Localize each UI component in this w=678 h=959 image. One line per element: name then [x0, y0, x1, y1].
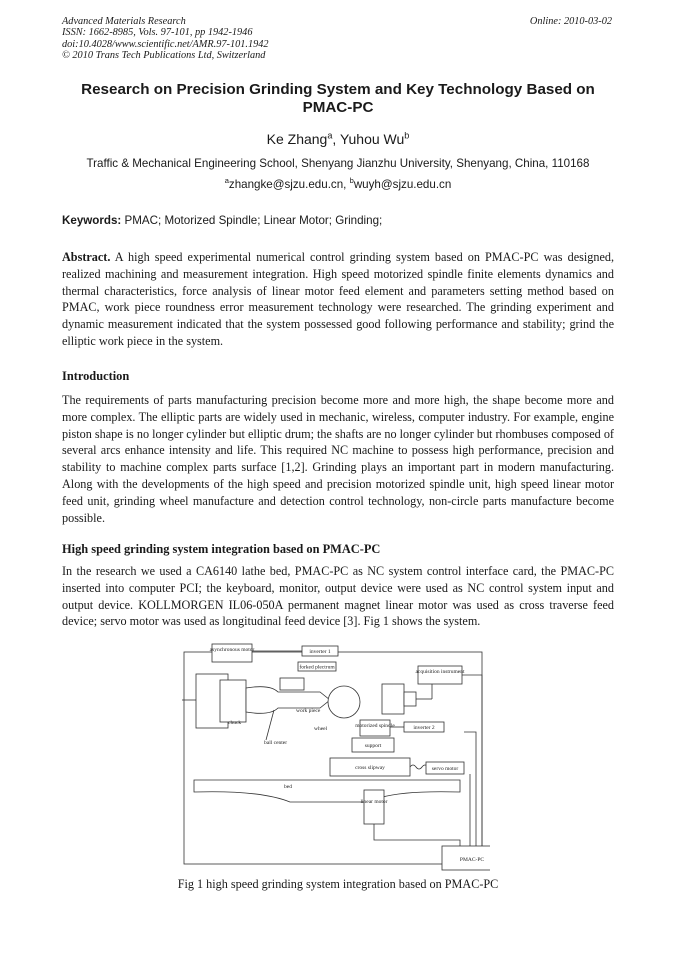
ball-center-label: ball center: [264, 740, 288, 746]
forked-plectrum-label: forked plectrum: [299, 664, 335, 671]
cross-slipway-label: cross slipway: [355, 765, 385, 771]
issn-line: ISSN: 1662-8985, Vols. 97-101, pp 1942-1946: [62, 27, 253, 39]
figure-caption: Fig 1 high speed grinding system integration based on PMAC-PC: [177, 877, 499, 891]
wheel-shape: [328, 686, 360, 718]
pmac-pc-label: PMAC-PC: [459, 857, 485, 863]
chuck-box: [220, 680, 246, 722]
wheel-label: wheel: [314, 726, 328, 732]
abstract-label: Abstract.: [62, 250, 111, 264]
email-address: zhangke@sjzu.edu.cn,: [228, 178, 350, 191]
author-line: [62, 131, 614, 147]
author-superscript: b: [404, 130, 410, 141]
linear-motor-box: [364, 790, 384, 824]
online-date: Online: 2010-03-02: [529, 16, 612, 27]
inverter2-label: inverter 2: [413, 725, 435, 731]
section-heading: High speed grinding system integration based on PMAC-PC: [62, 542, 381, 556]
support-label: support: [364, 743, 382, 749]
keywords-text: PMAC; Motorized Spindle; Linear Motor; Grinding;: [121, 214, 383, 227]
email-superscript: b: [349, 176, 354, 186]
author-separator: ,: [332, 131, 340, 147]
affiliation: Traffic & Mechanical Engineering School, Shenyang Jianzhu University, Shenyang, China, 110168: [86, 157, 590, 170]
author-superscript: a: [327, 130, 333, 141]
bed-shape: [194, 780, 460, 802]
acquisition-label: acquisition instrument: [415, 669, 465, 675]
author-name: Yuhou Wu: [339, 131, 405, 147]
section2-text: In the research we used a CA6140 lathe bed, PMAC-PC as NC system control interface card, the PMAC-PC inserted into computer PCI; the keyboard, monitor, output device were used as NC control system input and output device. KOLLMORGEN IL06-050A permanent magnet linear motor was used as cross traverse feed device; servo motor was used as longitudinal feed device [3]. Fig 1 shows the system.: [62, 564, 614, 629]
email-superscript: a: [224, 176, 229, 186]
abstract-text: A high speed experimental numerical control grinding system based on PMAC-PC was designed, realized machining and measurement integration. High speed motorized spindle finite elements dynamics and thermal characteristics, force analysis of linear motor feed element and parameters setting method based on PMAC, work piece roundness error measurement technology were researched. The grinding experiment and dynamic measurement indicated that the system possessed good following performance and stability; grind the elliptic work piece in the system.: [62, 250, 614, 348]
journal-header: [62, 16, 269, 61]
introduction-text: The requirements of parts manufacturing precision become more and more high, the shape become more and more complex. The elliptic parts are widely used in mechanic, wireless, computer industry. For example, engine piston shape is no longer cylinder but elliptic drum; the shafts are no longer cylinder but rhombuses composed of several arcs enhance intensity and life. This required NC machine to possess high performance, precision and stability to machine complex parts surface [1,2]. Grinding plays an important part in modern manufacturing. Along with the developments of the high speed and precision motorized spindle unit, high speed linear motor feed unit, grinding wheel manufacture and detection control technology, non-circle parts manufacture become possible.: [62, 393, 614, 525]
inverter1-label: inverter 1: [309, 649, 331, 655]
servo-motor-label: servo motor: [431, 766, 459, 772]
keywords-label: Keywords:: [62, 214, 122, 227]
email-address: wuyh@sjzu.edu.cn: [353, 178, 452, 191]
journal-name: Advanced Materials Research: [62, 16, 186, 27]
section-heading: Introduction: [62, 369, 130, 383]
linear-motor-label: linear motor: [360, 799, 388, 805]
author-name: Ke Zhang: [266, 131, 328, 147]
motorized-spindle-label: motorized spindle: [355, 723, 395, 729]
keywords: [62, 214, 382, 227]
paper-title: Research on Precision Grinding System and Key Technology Based on PMAC-PC: [81, 81, 595, 116]
chuck-label: chuck: [228, 720, 242, 726]
email-line: [62, 178, 614, 191]
doi-line: doi:10.4028/www.scientific.net/AMR.97-101.1942: [62, 38, 269, 50]
system-diagram: [170, 640, 490, 872]
copyright-line: © 2010 Trans Tech Publications Ltd, Switzerland: [62, 49, 266, 61]
abstract: [62, 249, 614, 350]
bed-label: bed: [284, 784, 292, 790]
work-piece-label: work piece: [296, 708, 321, 714]
async-motor-label: asynchronous motor: [209, 647, 255, 653]
